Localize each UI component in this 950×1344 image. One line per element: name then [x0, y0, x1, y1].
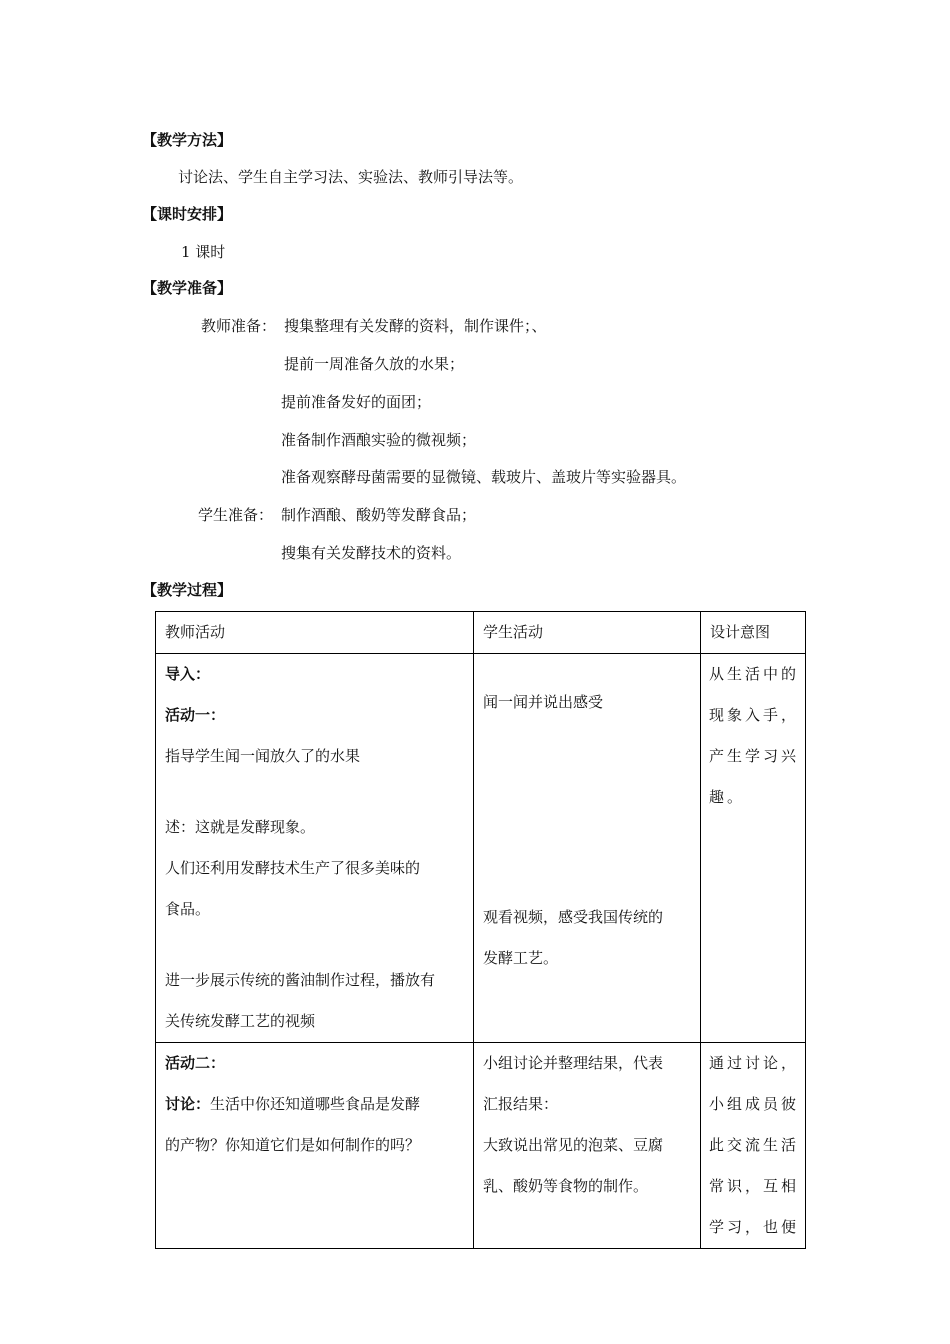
table-row — [156, 1043, 806, 1249]
student-prep-item: 搜集有关发酵技术的资料。 — [281, 544, 462, 562]
row1-intent-line: 现象入手， — [709, 706, 800, 724]
method-heading: 【教学方法】 — [142, 131, 233, 149]
row2-intent-line: 学习，也便 — [709, 1218, 800, 1236]
teacher-prep-item: 准备制作酒酿实验的微视频； — [281, 431, 477, 449]
row2-intent-line: 小组成员彼 — [709, 1095, 800, 1113]
row1-activity-title: 活动一： — [165, 706, 226, 724]
row1-intro: 导入： — [165, 665, 211, 683]
row2-activity-title: 活动二： — [165, 1054, 226, 1072]
header-design-intent: 设计意图 — [701, 612, 806, 654]
row2-intent-line: 此交流生活 — [709, 1136, 800, 1154]
row1-student-line: 观看视频，感受我国传统的 — [483, 908, 664, 926]
teacher-prep-item: 准备观察酵母菌需要的显微镜、载玻片、盖玻片等实验器具。 — [281, 468, 687, 486]
row1-intent-line: 从生活中的 — [709, 665, 800, 683]
row2-intent-line: 常识，互相 — [709, 1177, 800, 1195]
header-student-activity: 学生活动 — [474, 612, 701, 654]
schedule-content: 1 课时 — [181, 243, 226, 261]
row1-teacher-line: 食品。 — [165, 900, 211, 918]
row1-student-line: 闻一闻并说出感受 — [483, 693, 604, 711]
row2-student-line: 乳、酸奶等食物的制作。 — [483, 1177, 649, 1195]
process-heading: 【教学过程】 — [142, 581, 233, 599]
row1-teacher-line: 述：这就是发酵现象。 — [165, 818, 316, 836]
teacher-prep-item: 提前准备发好的面团； — [281, 393, 432, 411]
teacher-prep-label: 教师准备： — [201, 317, 277, 335]
table-row — [156, 654, 806, 1043]
table-header-row — [156, 612, 806, 654]
schedule-heading: 【课时安排】 — [142, 205, 233, 223]
row1-teacher-line: 指导学生闻一闻放久了的水果 — [165, 747, 361, 765]
row2-teacher-cell — [156, 1043, 474, 1249]
row2-intent-cell — [701, 1043, 806, 1249]
row2-discuss-text: 生活中你还知道哪些食品是发酵 — [210, 1095, 421, 1113]
row2-student-line: 大致说出常见的泡菜、豆腐 — [483, 1136, 664, 1154]
row2-student-cell — [474, 1043, 701, 1249]
row2-intent-line: 通过讨论， — [709, 1054, 800, 1072]
row1-intent-line: 趣。 — [709, 788, 746, 806]
row2-discuss-label: 讨论： — [165, 1095, 211, 1113]
row1-teacher-line: 进一步展示传统的酱油制作过程，播放有 — [165, 971, 436, 989]
teacher-prep-item: 搜集整理有关发酵的资料，制作课件；、 — [284, 317, 547, 335]
row1-teacher-line: 人们还利用发酵技术生产了很多美味的 — [165, 859, 421, 877]
process-table — [155, 611, 806, 1249]
method-content: 讨论法、学生自主学习法、实验法、教师引导法等。 — [178, 168, 524, 186]
row2-student-line: 小组讨论并整理结果，代表 — [483, 1054, 664, 1072]
row1-teacher-line: 关传统发酵工艺的视频 — [165, 1012, 316, 1030]
row1-teacher-cell — [156, 654, 474, 1043]
row1-student-line: 发酵工艺。 — [483, 949, 559, 967]
student-prep-label: 学生准备： — [198, 506, 274, 524]
row1-intent-line: 产生学习兴 — [709, 747, 800, 765]
student-prep-item: 制作酒酿、酸奶等发酵食品； — [281, 506, 477, 524]
row2-student-line: 汇报结果： — [483, 1095, 559, 1113]
row1-student-cell — [474, 654, 701, 1043]
teacher-prep-item: 提前一周准备久放的水果； — [284, 355, 465, 373]
prep-heading: 【教学准备】 — [142, 279, 233, 297]
row2-teacher-line: 的产物？你知道它们是如何制作的吗？ — [165, 1136, 421, 1154]
header-teacher-activity: 教师活动 — [156, 612, 474, 654]
row1-intent-cell — [701, 654, 806, 1043]
